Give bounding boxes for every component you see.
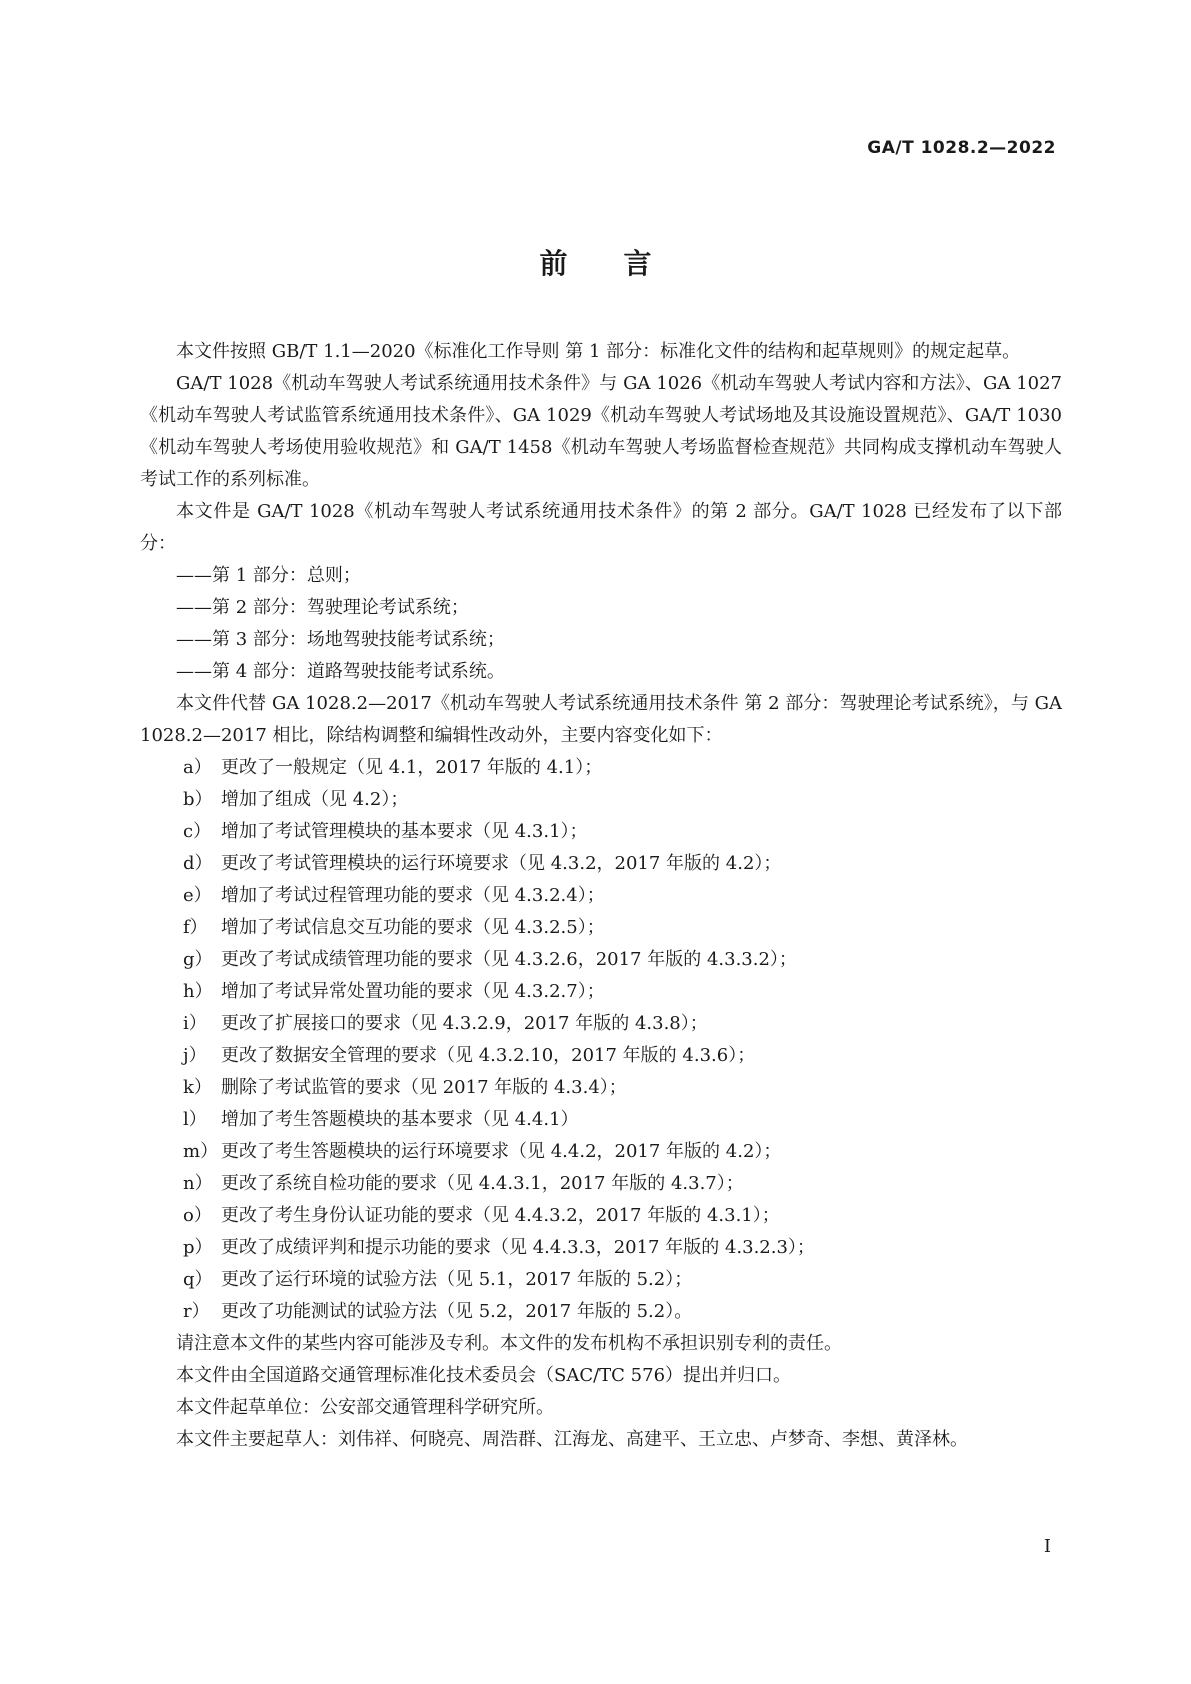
change-letter: e）: [183, 885, 212, 906]
change-list-item: [140, 1264, 1062, 1296]
change-letter: p）: [183, 1237, 213, 1258]
document-body: [140, 336, 1062, 1456]
change-text: 更改了考生答题模块的运行环境要求（见 4.4.2，2017 年版的 4.2）；: [221, 1141, 782, 1162]
change-list-item: [140, 816, 1062, 848]
paragraph-parts-intro: 本文件是 GA/T 1028《机动车驾驶人考试系统通用技术条件》的第 2 部分。GA/T 1028 已经发布了以下部分：: [140, 501, 1062, 554]
change-letter: k）: [183, 1077, 212, 1098]
part-list-item: ——第 1 部分：总则；: [176, 565, 361, 586]
change-letter: g）: [183, 949, 213, 970]
change-text: 增加了考试信息交互功能的要求（见 4.3.2.5）；: [221, 917, 605, 938]
change-text: 更改了考试成绩管理功能的要求（见 4.3.2.6，2017 年版的 4.3.3.2）；: [221, 949, 797, 970]
change-letter: n）: [183, 1173, 213, 1194]
change-list-item: [140, 752, 1062, 784]
change-letter: b）: [183, 789, 213, 810]
paragraph-drafters: 本文件主要起草人：刘伟祥、何晓亮、周浩群、江海龙、高建平、王立忠、卢梦奇、李想、黄泽林。: [176, 1429, 968, 1450]
change-letter: l）: [183, 1109, 207, 1130]
change-letter: i）: [183, 1013, 207, 1034]
change-list-item: [140, 912, 1062, 944]
change-text: 增加了考生答题模块的基本要求（见 4.4.1）: [221, 1109, 579, 1130]
change-text: 增加了考试异常处置功能的要求（见 4.3.2.7）；: [221, 981, 605, 1002]
change-text: 增加了考试过程管理功能的要求（见 4.3.2.4）；: [221, 885, 605, 906]
part-list-item: ——第 3 部分：场地驾驶技能考试系统；: [176, 629, 505, 650]
change-text: 更改了考生身份认证功能的要求（见 4.4.3.2，2017 年版的 4.3.1）；: [221, 1205, 780, 1226]
change-text: 更改了考试管理模块的运行环境要求（见 4.3.2，2017 年版的 4.2）；: [221, 853, 782, 874]
change-list-item: [140, 1232, 1062, 1264]
change-list-item: [140, 848, 1062, 880]
change-text: 更改了运行环境的试验方法（见 5.1，2017 年版的 5.2）；: [221, 1269, 693, 1290]
change-list-item: [140, 1296, 1062, 1328]
part-list-item: ——第 2 部分：驾驶理论考试系统；: [176, 597, 469, 618]
page-title: 前言: [539, 247, 708, 280]
page-number: I: [1043, 1536, 1051, 1557]
change-letter: r）: [183, 1301, 210, 1322]
change-letter: f）: [183, 917, 208, 938]
paragraph-series-standards: GA/T 1028《机动车驾驶人考试系统通用技术条件》与 GA 1026《机动车驾驶人考试内容和方法》、GA 1027《机动车驾驶人考试监管系统通用技术条件》、GA 1029《机动车驾驶人考试场地及其设施设置规范》、GA/T 1030《机动车驾驶人考场使用验收规范》和 GA/T 1458《机动车驾驶人考场监督检查规范》共同构成支撑机动车驾驶人考试工作的系列标准。: [140, 373, 1062, 490]
change-text: 更改了系统自检功能的要求（见 4.4.3.1，2017 年版的 4.3.7）；: [221, 1173, 744, 1194]
change-list-item: [140, 1104, 1062, 1136]
change-list-item: [140, 1072, 1062, 1104]
change-letter: o）: [183, 1205, 212, 1226]
change-letter: h）: [183, 981, 213, 1002]
change-list-item: [140, 784, 1062, 816]
paragraph-drafting-unit: 本文件起草单位：公安部交通管理科学研究所。: [176, 1397, 554, 1418]
change-text: 删除了考试监管的要求（见 2017 年版的 4.3.4）；: [221, 1077, 627, 1098]
paragraph-proposer: 本文件由全国道路交通管理标准化技术委员会（SAC/TC 576）提出并归口。: [176, 1365, 792, 1386]
change-list-item: [140, 1168, 1062, 1200]
change-text: 更改了成绩评判和提示功能的要求（见 4.4.3.3，2017 年版的 4.3.2.3）；: [221, 1237, 815, 1258]
change-letter: m）: [183, 1141, 219, 1162]
document-code: GA/T 1028.2—2022: [867, 138, 1056, 158]
paragraph-patent-notice: 请注意本文件的某些内容可能涉及专利。本文件的发布机构不承担识别专利的责任。: [176, 1333, 842, 1354]
change-letter: a）: [183, 757, 212, 778]
paragraph-drafting-rules: 本文件按照 GB/T 1.1—2020《标准化工作导则 第 1 部分：标准化文件的结构和起草规则》的规定起草。: [176, 341, 1021, 362]
change-letter: c）: [183, 821, 212, 842]
change-text: 更改了功能测试的试验方法（见 5.2，2017 年版的 5.2）。: [221, 1301, 693, 1322]
change-text: 更改了一般规定（见 4.1，2017 年版的 4.1）；: [221, 757, 603, 778]
part-list-item: ——第 4 部分：道路驾驶技能考试系统。: [176, 661, 505, 682]
change-letter: q）: [183, 1269, 213, 1290]
paragraph-replacement: 本文件代替 GA 1028.2—2017《机动车驾驶人考试系统通用技术条件 第 2 部分：驾驶理论考试系统》，与 GA 1028.2—2017 相比，除结构调整和编辑性改动外，主要内容变化如下：: [140, 693, 1062, 746]
change-list-item: [140, 1040, 1062, 1072]
change-list-item: [140, 1200, 1062, 1232]
change-list-item: [140, 944, 1062, 976]
change-list-item: [140, 1008, 1062, 1040]
change-text: 增加了考试管理模块的基本要求（见 4.3.1）；: [221, 821, 588, 842]
change-text: 增加了组成（见 4.2）；: [221, 789, 409, 810]
change-list-item: [140, 976, 1062, 1008]
change-text: 更改了扩展接口的要求（见 4.3.2.9，2017 年版的 4.3.8）；: [221, 1013, 708, 1034]
change-letter: d）: [183, 853, 213, 874]
change-list-item: [140, 880, 1062, 912]
change-list-item: [140, 1136, 1062, 1168]
change-letter: j）: [183, 1045, 207, 1066]
change-text: 更改了数据安全管理的要求（见 4.3.2.10，2017 年版的 4.3.6）；: [221, 1045, 756, 1066]
